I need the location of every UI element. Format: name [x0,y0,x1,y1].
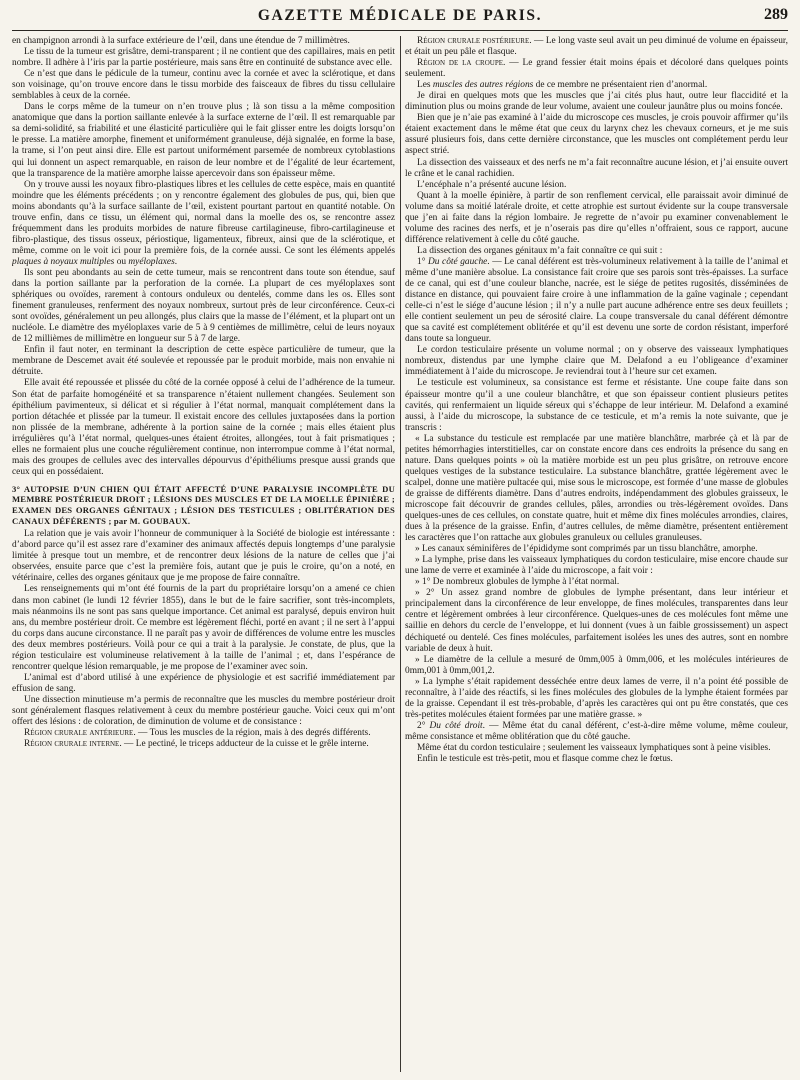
paragraph: Le testicule est volumineux, sa consistance est ferme et résistante. Une coupe faite dans son épaisseur montre qu’il a une couleur blanchâtre, et que son épaisseur contient plusieurs petites cavités, qui renfermaient un liquide séreux qui s’échappe de leur intérieur. M. Delafond a examiné aussi, à l’aide du microscope, la substance de ce testicule, et m’a remis la note suivante, que je transcris : [405,378,788,433]
paragraph: L’encéphale n’a présenté aucune lésion. [417,179,567,190]
paragraph: Le tissu de la tumeur est grisâtre, demi-transparent ; il ne contient que des capillaires, mais en petit nombre. Il adhère à l’iris par la partie postérieure, mais sans être en continuité de substance avec elle. [12,47,395,69]
italic-term: Du côté droit [429,720,483,731]
text-run: — Le pectiné, le triceps adducteur de la cuisse et le grêle interne. [121,739,369,750]
italic-term: myéloplaxes [128,256,175,267]
page-header [12,4,788,31]
paragraph [405,80,788,91]
region-label: Région crurale interne. [24,739,122,750]
text-run: Les [417,80,433,91]
paragraph: Même état du cordon testiculaire ; seulement les vaisseaux lymphatiques sont à peine visibles. [417,743,771,753]
quoted-note: » Le diamètre de la cellule a mesuré de 0mm,005 à 0mm,006, et les molécules intérieures de 0mm,001 à 0mm,001,2. [405,654,788,676]
paragraph: Les renseignements qui m’ont été fournis de la part du propriétaire lorsqu’on a amené ce chien dans mon cabinet (le lundi 12 février 1855), dans le but de le faire sacrifier, sont très-incomplets, mais néanmoins ils ne sont pas sans quelque importance. Cet animal est paralysé, depuis environ huit ans, du membre postérieur droit. Ce membre est légèrement fléchi, porté en avant ; il ne sert à l’appui du corps dans aucune circonstance. Il ne paraît pas y avoir de différences de volume entre les muscles des deux membres postérieurs. Voilà pour ce qui a trait à la paralysie. Je constate, de plus, que la région testiculaire est volumineuse relativement à la taille de l’animal ; et, dans l’espérance de rencontrer quelque lésion remarquable, je me propose de l’examiner avec soin. [12,584,395,672]
text-columns [12,36,788,1072]
paragraph: en champignon arrondi à la surface extérieure de l’œil, dans une étendue de 7 millimètres. [12,36,350,46]
quoted-note: » La lymphe s’était rapidement desséchée entre deux lames de verre, il n’a point été possible de reconnaître, à l’aide des réactifs, si les fines molécules des globules de la lymphe étaient formées par de la graisse. Cependant il est très-probable, d’après les caractères qui ont pu être constatés, que ces très-petites molécules étaient formées par une matière grasse. » [405,676,788,720]
paragraph: Le cordon testiculaire présente un volume normal ; on y observe des vaisseaux lymphatiques nombreux, distendus par une lymphe claire que M. Delafond a eu l’obligeance d’examiner immédiatement à l’aide du microscope. Je reviendrai tout à l’heure sur cet examen. [405,345,788,378]
italic-term: plaques à noyaux multiples [12,256,115,267]
text-run: — Tous les muscles de la région, mais à des degrés différents. [135,728,371,739]
quoted-note: » 2° Un assez grand nombre de globules de lymphe présentant, dans leur intérieur et principalement dans la circonférence de leur enveloppe, de fines molécules, transparentes dans leur centre et légèrement ombrées à leur circonférence. Quelques-unes de ces molécules font même une saillie en dehors du cercle de l’enveloppe, et lui donnent (vues à un faible grossissement) un aspect déchiqueté ou dentelé. Ces fines molécules, parfaitement isolées les unes des autres, sont en nombre variable de deux à huit. [405,588,788,654]
text-run: de ce membre ne présentaient rien d’anormal. [533,80,708,91]
paragraph [405,58,788,80]
quoted-note: « La substance du testicule est remplacée par une matière blanchâtre, marbrée çà et là par de petites hémorrhagies interstitielles, car on constate encore dans ces endroits la présence du sang en nature. Dans quelques points » où la matière morbide est un peu plus grisâtre, on retrouve encore quelques vestiges de la substance testiculaire. La substance blanchâtre, grattée légèrement avec le scalpel, donne une matière pultacée qui, mise sous le microscope, est formée d’une masse de globules de graisse de différents diamètre. Dans d’autres endroits, indépendamment des globules graisseux, le microscope fait découvrir de grandes cellules, pâles, arrondies ou très-légèrement ovoïdes. Dans quelques-unes de ces cellules, on constate quatre, huit et même dix fines molécules arrondies, claires, dues à la présence de la graisse. Enfin, d’autres cellules, de même diamètre, présentent entièrement les caractères que l’on rattache aux globules granuleux ou cellules granuleuses. [405,433,788,544]
paragraph [405,257,788,345]
text-run: — Le long vaste seul avait un peu diminué de volume en épaisseur, et était un peu pâle et flasque. [405,36,788,58]
text-run: — Le grand fessier était moins épais et décoloré dans quelques points seulement. [405,58,788,80]
text-run: . — Même état du canal déférent, c’est-à-dire même volume, même couleur, même consistance et même oblitération que du côté gauche. [405,720,788,742]
paragraph: Enfin il faut noter, en terminant la description de cette espèce particulière de tumeur, que la membrane de Descemet avait été soulevée et repoussée par le produit morbide, mais non envahie ni détruite. [12,345,395,378]
paragraph [405,36,788,58]
region-label: Région crurale antérieure. [24,728,136,739]
text-run: . — Le canal déférent est très-volumineux relativement à la taille de l’animal et même d’une manière absolue. La consistance fait croire que ses parois sont très-épaisses. La surface de ce canal, qui est d’une couleur blanche, nacrée, est le siége de petites rugosités, disséminées de distance en distance, qui pouvaient faire croire à une inflammation de la gaîne vaginale ; cependant celle-ci n’est le siége d’aucune lésion ; il n’y a nulle part aucune adhérence entre ses deux feuillets ; elle contient seulement un peu de sérosité claire. La coupe transversale du canal déférent démontre que sa cavité est complétement oblitérée et qu’il est devenu une sorte de cordon résistant, imperforé dans toute sa longueur. [405,256,788,345]
text-run: 1° [417,256,429,267]
text-run: . [174,256,178,267]
paragraph: Ce n’est que dans le pédicule de la tumeur, continu avec la cornée et avec la sclérotique, et dans son voisinage, qu’on trouve encore dans le tissu morbide des faisceaux de fibres du tissu cellulaire semblables à ceux de la cornée. [12,69,395,102]
text-run: ou [114,256,129,267]
paragraph: L’animal est d’abord utilisé à une expérience de physiologie et est sacrifié immédiatement par effusion de sang. [12,672,395,694]
paragraph: Je dirai en quelques mots que les muscles que j’ai cités plus haut, outre leur flaccidité et la diminution plus ou moins grande de leur volume, avaient une couleur jaunâtre plus ou moins foncée. [405,91,788,113]
quoted-note: » 1° De nombreux globules de lymphe à l’état normal. [415,577,620,588]
paragraph [12,728,395,739]
region-label: Région de la croupe. [417,58,506,69]
journal-title: GAZETTE MÉDICALE DE PARIS. [257,7,543,24]
paragraph: Bien que je n’aie pas examiné à l’aide du microscope ces muscles, je crois pouvoir affirmer qu’ils étaient exactement dans le même état que ceux du larynx chez les chevaux corneurs, et je me suis assuré plusieurs fois, dans cette dernière circonstance, que les muscles ont complétement perdu leur aspect strié. [405,113,788,157]
left-column [12,36,395,1072]
paragraph: Enfin le testicule est très-petit, mou et flasque comme chez le fœtus. [417,754,673,765]
column-divider [400,36,401,1072]
paragraph: La relation que je vais avoir l’honneur de communiquer à la Société de biologie est intéressante : d’abord parce qu’il est assez rare d’examiner des animaux affectés depuis longtemps d’une paralysie limitée à presque tout un membre, et de rencontrer deux lésions de la nature de celles que j’ai observées, ensuite parce que c’est la première fois, autant que je puis le croire, qu’on a noté, en vétérinaire, celles des organes génitaux que je me propose de faire connaître. [12,529,395,584]
right-column [405,36,788,1072]
paragraph: La dissection des vaisseaux et des nerfs ne m’a fait reconnaître aucune lésion, et j’ai ensuite ouvert le crâne et le canal rachidien. [405,157,788,179]
paragraph: Dans le corps même de la tumeur on n’en trouve plus ; là son tissu a la même composition anatomique que dans la portion saillante enlevée à la surface externe de l’œil. Il est remarquable par sa demi-solidité, sa friabilité et une élasticité particulière qui le fait glisser entre les doigts lorsqu’on le presse. La matière amorphe, finement et uniformément granuleuse, déjà signalée, en forme la base, la trame, si l’on peut ainsi dire. Elle est partout uniformément parsemée de nombreux cytoblastions qui lui donnent un aspect remarquable, en raison de leur nombre et de l’égalité de leur écartement, que la transparence de la matière amorphe laisse apercevoir dans son épaisseur même. [12,102,395,179]
paragraph [12,180,395,268]
quoted-note: » La lymphe, prise dans les vaisseaux lymphatiques du cordon testiculaire, mise encore chaude sur une lame de verre et examinée à l’aide du microscope, a fait voir : [405,555,788,577]
page-number: 289 [764,6,788,23]
paragraph: Elle avait été repoussée et plissée du côté de la cornée opposé à celui de l’adhérence de la tumeur. Son état de parfaite homogénéité et sa transparence n’étaient nullement changées. Seulement son épithélium pavimenteux, si délicat et si régulier à l’état normal, manquait complétement dans la portion détachée et plissée par la tumeur. Il existait encore des cellules juxtaposées dans la portion non plissée de la membrane, adhérente à la portion saine de la cornée ; mais elles étaient plus irrégulières qu’à l’état normal, quelques-unes étaient étroites, allongées, tout à fait prismatiques ; elles ne formaient plus une couche régulièrement continue, non interrompue comme à l’état normal, mais des groupes de cellules avec des intervalles dépourvus d’épithéliums presque aussi grands que ceux qui en possédaient. [12,378,395,477]
text-run: 2° [417,720,430,731]
paragraph: Quant à la moelle épinière, à partir de son renflement cervical, elle paraissait avoir diminué de volume dans sa moitié latérale droite, et cette atrophie est surtout évidente sur la coupe transversale que j’en ai faite dans la région lombaire. Je regrette de n’avoir pu examiner convenablement le volume des racines des nerfs, et je n’oserais pas dire qu’elles n’offraient, sous ce rapport, aucune différence relativement à celle du côté gauche. [405,190,788,245]
paragraph [405,721,788,743]
italic-term: muscles des autres régions [432,80,534,91]
paragraph: Une dissection minutieuse m’a permis de reconnaître que les muscles du membre postérieur droit sont généralement flasques relativement à ceux du membre postérieur gauche. Voici ceux qui m’ont offert des lésions : de coloration, de diminution de volume et de consistance : [12,694,395,728]
italic-term: Du côté gauche [428,256,488,267]
paragraph [12,739,395,750]
paragraph: La dissection des organes génitaux m’a fait connaître ce qui suit : [417,245,663,256]
text-run: On y trouve aussi les noyaux fibro-plastiques libres et les cellules de cette espèce, mais en quantité moindre que les éléments précédents ; on y rencontre également des globules de pus, qui, bien que moins abondants qu’à la surface saillante de l’œil, existent pourtant partout en quantité notable. On trouve enfin, dans ce tissu, un élément qui, normal dans la moelle des os, se rencontre assez fréquemment dans les produits morbides de nature fibreuse cartilagineuse, fibro-cartilagineuse et fibro-plastique, des tissus osseux, périostique, ligamenteux, fibreux, ainsi que de la sclérotique, et même, comme on le voit ici pour la première fois, de la cornée aussi. Ce sont les éléments appelés [12,179,395,256]
quoted-note: » Les canaux séminifères de l’épididyme sont comprimés par un tissu blanchâtre, amorphe. [415,544,758,555]
paragraph: Ils sont peu abondants au sein de cette tumeur, mais se rencontrent dans toute son étendue, sauf dans la portion saillante par la perforation de la cornée. La plupart de ces myéloplaxes sont sphériques ou ovoïdes, rarement à contours onduleux ou dentelés, comme dans les os. Elles sont finement granuleuses, renferment des noyaux nombreux, surtout près de leur circonférence. Ceux-ci sont ovoïdes, généralement un peu allongés, plus clairs que la masse de l’élément, et la plupart ont un nucléole. Le diamètre des myéloplaxes varie de 5 à 9 centièmes de millimètre, celui de leurs noyaux de 12 millièmes de millimètre en longueur sur 5 à 7 de large. [12,267,395,345]
region-label: Région crurale postérieure. [417,36,532,46]
section-heading: 3° AUTOPSIE D’UN CHIEN QUI ÉTAIT AFFECTÉ D’UNE PARALYSIE INCOMPLÈTE DU MEMBRE POSTÉRIEUR DROIT ; LÉSIONS DES MUSCLES ET DE LA MOELLE ÉPINIÈRE ; EXAMEN DES ORGANES GÉNITAUX ; LÉSION DES TESTICULES ; OBLITÉRATION DES CANAUX DÉFÉRENTS ; par M. GOUBAUX. [12,483,395,526]
